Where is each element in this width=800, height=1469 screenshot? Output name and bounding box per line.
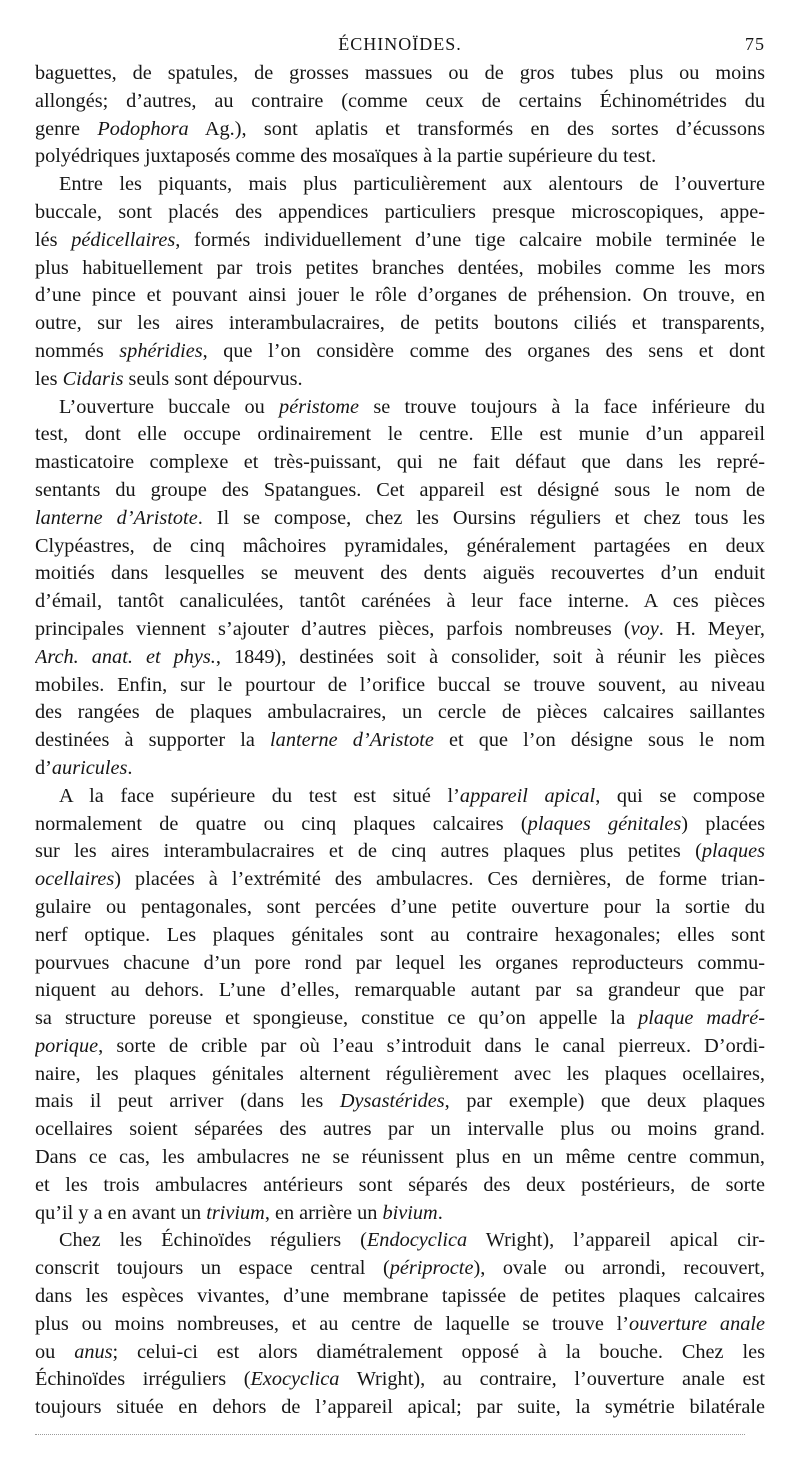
text-segment: et que l’on désigne sous le nom: [433, 729, 765, 752]
italic-term: sphéridies: [119, 339, 203, 362]
text-line: [35, 616, 765, 644]
text-line: [35, 1339, 765, 1367]
text-segment: d’une pince et pouvant ainsi jouer le rôle d’organes de préhension. On trouve, en: [35, 284, 765, 307]
italic-term: lanterne d’Aristote: [35, 506, 198, 529]
running-title: ÉCHINOÏDES.: [338, 34, 462, 54]
text-segment: A la face supérieure du test est situé l’: [59, 784, 460, 807]
text-line: [35, 88, 765, 116]
italic-term: ouverture anale: [629, 1312, 765, 1335]
text-segment: mais il peut arriver (dans les: [35, 1090, 340, 1113]
text-segment: plus ou moins nombreuses, et au centre de laquelle se trouve l’: [35, 1312, 630, 1335]
italic-term: périprocte: [389, 1257, 474, 1280]
text-segment: nommés: [35, 339, 120, 362]
text-line: [35, 171, 765, 199]
text-line: [35, 1088, 765, 1116]
book-page: [35, 30, 765, 1422]
text-line: [35, 950, 765, 978]
italic-term: bivium: [382, 1201, 438, 1224]
text-segment: niquent au dehors. L’une d’elles, remarquable autant par sa grandeur que par: [35, 979, 765, 1002]
text-line: [35, 1144, 765, 1172]
text-segment: d’émail, tantôt canaliculées, tantôt carénées à leur face interne. A ces pièces: [35, 590, 765, 613]
text-line: [35, 143, 765, 171]
text-segment: mobiles. Enfin, sur le pourtour de l’orifice buccal se trouve souvent, au niveau: [35, 673, 765, 696]
text-line: [35, 1033, 765, 1061]
text-line: [35, 922, 765, 950]
text-line: [35, 866, 765, 894]
text-segment: . H. Meyer,: [658, 617, 765, 640]
text-line: [35, 894, 765, 922]
text-segment: sur les aires interambulacraires et de cinq autres plaques plus petites (: [35, 840, 702, 863]
italic-term: Dysastérides: [339, 1090, 445, 1113]
text-line: [35, 282, 765, 310]
italic-term: Endocyclica: [366, 1229, 468, 1252]
text-segment: . Il se compose, chez les Oursins réguliers et chez tous les: [197, 506, 765, 529]
text-segment: Clypéastres, de cinq mâchoires pyramidales, généralement partagées en deux: [35, 534, 765, 557]
text-line: [35, 588, 765, 616]
italic-term: voy: [630, 617, 659, 640]
text-segment: Wright), au contraire, l’ouverture anale est: [339, 1368, 765, 1391]
italic-term: pédicellaires: [71, 228, 176, 251]
text-line: [35, 366, 765, 394]
text-line: [35, 1366, 765, 1394]
text-line: [35, 1255, 765, 1283]
italic-term: ocellaires: [35, 868, 115, 891]
text-segment: qu’il y a en avant un: [35, 1201, 207, 1224]
text-segment: normalement de quatre ou cinq plaques calcaires (: [35, 812, 528, 835]
italic-term: porique: [35, 1034, 99, 1057]
italic-term: auricules: [51, 756, 128, 779]
text-segment: , que l’on considère comme des organes des sens et dont: [202, 339, 765, 362]
text-line: [35, 477, 765, 505]
text-line: [35, 783, 765, 811]
text-segment: gulaire ou pentagonales, sont percées d’une petite ouverture pour la sortie du: [35, 895, 765, 918]
text-segment: polyédriques juxtaposés comme des mosaïques à la partie supérieure du test.: [35, 145, 657, 168]
italic-term: plaque madré-: [638, 1007, 765, 1030]
text-line: [35, 533, 765, 561]
text-line: [35, 560, 765, 588]
text-line: [35, 1283, 765, 1311]
text-line: [35, 1200, 765, 1228]
footer-rule: [35, 1434, 745, 1439]
text-segment: d’: [35, 756, 52, 779]
text-segment: masticatoire complexe et très-puissant, qui ne fait défaut que dans les repré-: [35, 451, 765, 474]
text-segment: , par exemple) que deux plaques: [444, 1090, 765, 1113]
text-segment: , en arrière un: [264, 1201, 383, 1224]
text-line: [35, 338, 765, 366]
text-line: [35, 1061, 765, 1089]
text-line: [35, 1394, 765, 1422]
text-segment: , formés individuellement d’une tige calcaire mobile terminée le: [175, 228, 765, 251]
text-line: [35, 505, 765, 533]
italic-term: Cidaris: [62, 367, 124, 390]
text-line: [35, 227, 765, 255]
text-segment: Échinoïdes irréguliers (: [35, 1368, 251, 1391]
text-segment: outre, sur les aires interambulacraires, de petits boutons ciliés et transparents,: [35, 312, 765, 335]
text-segment: naire, les plaques génitales alternent régulièrement avec les plaques ocellaires,: [35, 1062, 765, 1085]
text-segment: moitiés dans lesquelles se meuvent des dents aiguës recouvertes d’un enduit: [35, 562, 765, 585]
text-segment: destinées à supporter la: [35, 729, 271, 752]
text-line: [35, 199, 765, 227]
text-line: [35, 1116, 765, 1144]
text-line: [35, 755, 765, 783]
text-line: [35, 1227, 765, 1255]
text-segment: .: [127, 756, 133, 779]
text-segment: baguettes, de spatules, de grosses massues ou de gros tubes plus ou moins: [35, 62, 765, 84]
italic-term: péristome: [279, 395, 360, 418]
text-segment: lés: [35, 228, 72, 251]
text-segment: ) placées à l’extrémité des ambulacres. Ces dernières, de forme trian-: [114, 868, 765, 891]
text-line: [35, 116, 765, 144]
text-line: [35, 1172, 765, 1200]
italic-term: Exocyclica: [250, 1368, 340, 1391]
text-line: [35, 449, 765, 477]
text-segment: sa structure poreuse et spongieuse, constitue ce qu’on appelle la: [35, 1007, 639, 1030]
italic-term: appareil apical: [459, 784, 596, 807]
text-segment: pourvues chacune d’un pore rond par lequel les organes reproducteurs commu-: [35, 951, 765, 974]
text-segment: sentants du groupe des Spatangues. Cet appareil est désigné sous le nom de: [35, 478, 765, 501]
text-segment: Ag.), sont aplatis et transformés en des sortes d’écussons: [188, 117, 765, 140]
text-segment: principales viennent s’ajouter d’autres pièces, parfois nombreuses (: [35, 617, 631, 640]
text-line: [35, 310, 765, 338]
text-segment: .: [437, 1201, 443, 1224]
page-header: [35, 30, 765, 60]
text-line: [35, 394, 765, 422]
text-segment: toujours située en dehors de l’appareil apical; par suite, la symétrie bilatérale: [35, 1396, 765, 1419]
italic-term: plaques génitales: [527, 812, 682, 835]
italic-term: trivium: [206, 1201, 265, 1224]
text-segment: dans les espèces vivantes, d’une membrane tapissée de petites plaques calcaires: [35, 1285, 765, 1308]
text-segment: nerf optique. Les plaques génitales sont au contraire hexagonales; elles sont: [35, 923, 765, 946]
text-segment: ) placées: [681, 812, 765, 835]
text-segment: les: [35, 367, 63, 390]
italic-term: plaques: [701, 840, 765, 863]
text-segment: Entre les piquants, mais plus particulièrement aux alentours de l’ouverture: [59, 173, 765, 196]
text-segment: ; celui-ci est alors diamétralement opposé à la bouche. Chez les: [112, 1340, 765, 1363]
text-segment: L’ouverture buccale ou: [59, 395, 280, 418]
text-line: [35, 421, 765, 449]
text-segment: buccale, sont placés des appendices particuliers presque microscopiques, appe-: [35, 200, 765, 223]
text-segment: allongés; d’autres, au contraire (comme ceux de certains Échinométrides du: [35, 89, 765, 112]
text-segment: ), ovale ou arrondi, recouvert,: [473, 1257, 765, 1280]
text-segment: Chez les Échinoïdes réguliers (: [59, 1229, 367, 1252]
text-segment: Dans ce cas, les ambulacres ne se réunissent plus en un même centre commun,: [35, 1146, 765, 1169]
text-line: [35, 60, 765, 88]
text-segment: des rangées de plaques ambulacraires, un cercle de pièces calcaires saillantes: [35, 701, 765, 724]
text-segment: ocellaires soient séparées des autres par un intervalle plus ou moins grand.: [35, 1118, 765, 1141]
body-text: [35, 60, 765, 1422]
text-line: [35, 1005, 765, 1033]
text-line: [35, 977, 765, 1005]
text-segment: , qui se compose: [595, 784, 765, 807]
text-line: [35, 644, 765, 672]
text-line: [35, 727, 765, 755]
text-segment: seuls sont dépourvus.: [123, 367, 303, 390]
italic-term: Podophora: [97, 117, 189, 140]
text-line: [35, 1311, 765, 1339]
text-segment: , 1849), destinées soit à consolider, soit à réunir les pièces: [215, 645, 765, 668]
text-segment: test, dont elle occupe ordinairement le centre. Elle est munie d’un appareil: [35, 423, 765, 446]
text-segment: et les trois ambulacres antérieurs sont séparés des deux postérieurs, de sorte: [35, 1173, 765, 1196]
text-line: [35, 672, 765, 700]
text-line: [35, 699, 765, 727]
text-segment: conscrit toujours un espace central (: [35, 1257, 390, 1280]
italic-term: lanterne d’Aristote: [270, 729, 434, 752]
text-segment: genre: [35, 117, 98, 140]
text-segment: se trouve toujours à la face inférieure du: [359, 395, 765, 418]
text-segment: Wright), l’appareil apical cir-: [467, 1229, 765, 1252]
text-line: [35, 255, 765, 283]
italic-term: anus: [74, 1340, 113, 1363]
text-segment: plus habituellement par trois petites branches dentées, mobiles comme les mors: [35, 256, 765, 279]
text-line: [35, 811, 765, 839]
italic-term: Arch. anat. et phys.: [35, 645, 216, 668]
text-segment: , sorte de crible par où l’eau s’introduit dans le canal pierreux. D’ordi-: [98, 1034, 765, 1057]
text-segment: ou: [35, 1340, 75, 1363]
text-line: [35, 838, 765, 866]
page-number: 75: [745, 34, 765, 54]
